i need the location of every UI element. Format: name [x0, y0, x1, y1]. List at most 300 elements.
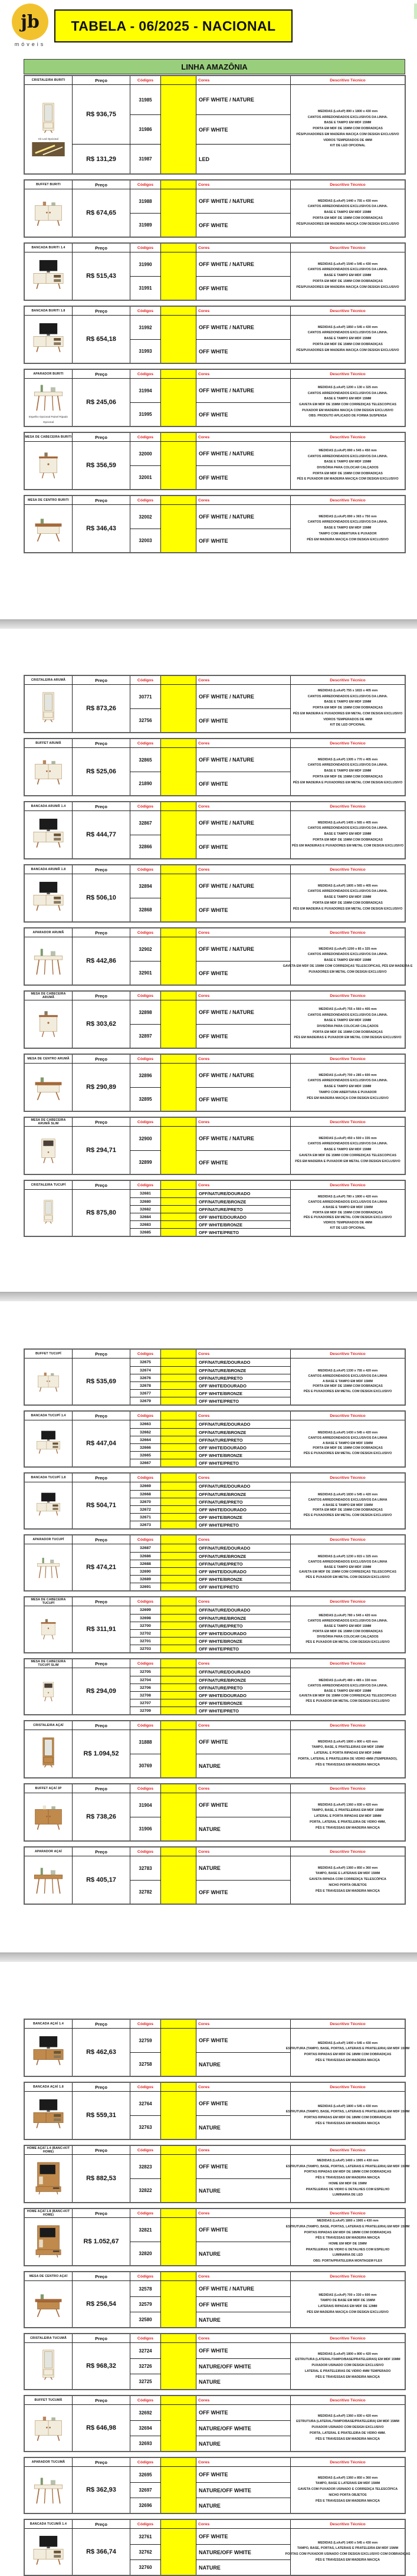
product-thumbnail	[25, 1127, 72, 1174]
description-line: ESTRUTURA (TAMPO, BASE, PORTAS, LATERAIS E PRATELEIRA) EM MDF 15MM	[285, 2164, 410, 2168]
color-swatch-cell	[160, 1064, 196, 1087]
page-separator	[0, 1292, 417, 1301]
product-name: MESA DE CABECEIRA TUCUPÍ SLIM	[31, 1660, 66, 1667]
colors-column-header: Cores	[196, 1118, 290, 1126]
description-line: CANTOS ARREDONDADOS EXCLUSIVOS DA LINHA	[308, 1436, 388, 1440]
product-code: 32579	[130, 2296, 160, 2312]
color-name: OFF WHITE	[196, 529, 290, 552]
color-swatch-cell	[160, 937, 196, 961]
color-name: OFF WHITE/DOURADO	[196, 1381, 290, 1389]
color-name: OFF/NATURE/DOURADO	[196, 1190, 290, 1197]
description-column-header: Descritivo Técnico	[290, 1659, 405, 1668]
color-name: OFF WHITE	[196, 835, 290, 858]
product-block	[24, 864, 406, 923]
color-swatch-cell	[160, 1676, 196, 1684]
swatch-column-header	[160, 1412, 196, 1420]
product-code: 32895	[130, 1087, 160, 1111]
product-name: MESA DE CENTRO AÇAÍ	[29, 2275, 68, 2278]
product-thumbnail	[25, 1482, 72, 1528]
description-line: PÉS E TRAVESSAS EM MADEIRA MACIÇA	[315, 1826, 380, 1830]
product-code: 32690	[130, 1567, 160, 1575]
color-swatch-cell	[160, 189, 196, 213]
product-name: BANCADA AÇAÍ 1.8	[33, 2085, 64, 2089]
description-line: CANTOS ARREDONDADOS EXCLUSIVOS DA LINHA.	[307, 1079, 388, 1083]
color-swatch-cell	[160, 1420, 196, 1428]
description-line: VIDROS TEMPERADOS DE 4MM	[323, 1221, 372, 1225]
product-block	[24, 2019, 410, 2077]
product-thumbnail	[25, 1190, 72, 1236]
description-line: BASE E TAMPO EM MDF 15MM	[324, 1689, 372, 1693]
price-column-header: Preço	[72, 1847, 130, 1856]
color-swatch-cell	[160, 1668, 196, 1676]
colors-column-header: Cores	[196, 928, 290, 937]
product-name: CRISTALEIRA AÇAÍ	[33, 1724, 64, 1727]
product-thumbnail	[25, 2405, 72, 2451]
product-block	[24, 1720, 406, 1778]
description-column-header: Descritivo Técnico	[290, 739, 405, 747]
description-line: MEDIDAS (LxAxP) 890 x 1800 x 430 mm	[317, 109, 378, 113]
technical-description	[290, 1420, 405, 1466]
color-name: OFF WHITE / NATURE	[196, 505, 290, 529]
color-name: OFF WHITE / NATURE	[196, 685, 290, 708]
color-name: OFF/NATURE/BRONZE	[196, 1614, 290, 1622]
technical-description	[290, 442, 405, 489]
product-block	[24, 927, 413, 986]
price-column-header: Preço	[72, 1118, 130, 1126]
color-name: OFF/NATURE/PRETO	[196, 1560, 290, 1567]
page-separator	[0, 619, 417, 629]
product-block-header	[25, 2146, 405, 2155]
price-cell: R$ 936,75	[72, 85, 130, 144]
description-line: PORTA EM MDF DE 15MM COM DOBRADIÇAS	[313, 1446, 383, 1451]
swatch-column-header	[160, 496, 196, 504]
color-swatch-cell	[160, 1513, 196, 1521]
product-block	[24, 179, 406, 238]
color-swatch-cell	[160, 402, 196, 426]
product-block-body	[25, 2092, 410, 2139]
technical-description	[290, 1606, 405, 1652]
colors-column-header: Cores	[196, 2146, 290, 2154]
product-thumbnail	[25, 442, 72, 489]
description-line: DIVISÓRIA PARA COLOCAR CALÇADOS	[317, 1025, 379, 1028]
description-line: GAVETA EM MDF DE 15MM COM CORREDIÇAS TELESCOPICAS	[299, 1694, 396, 1698]
technical-description	[290, 2281, 405, 2327]
description-column-header: Descritivo Técnico	[290, 1784, 405, 1793]
product-name: BUFFET TUCUPÍ	[35, 1352, 61, 1356]
technical-description	[285, 2092, 410, 2139]
technical-description	[290, 2343, 405, 2389]
price-cell: R$ 405,17	[72, 1856, 130, 1904]
color-swatch-cell	[160, 1389, 196, 1397]
product-code: 32759	[130, 2029, 160, 2052]
color-swatch-cell	[160, 1684, 196, 1691]
product-block-body	[25, 1127, 405, 1174]
description-line: PÉS/PUXADORES EM MADEIRA MACIÇA COM DESIGN EXCLUSIVO	[296, 285, 399, 289]
color-swatch-cell	[160, 1699, 196, 1707]
product-block	[24, 75, 406, 175]
product-name: BANCADA TUCUMÃ 1.4	[29, 2522, 67, 2526]
description-column-header: Descritivo Técnico	[290, 1474, 405, 1482]
bancada-furniture-icon	[29, 818, 68, 852]
colors-column-header: Cores	[196, 370, 290, 378]
color-swatch-cell	[160, 2155, 196, 2178]
color-name: OFF WHITE / NATURE	[196, 874, 290, 898]
product-code: 31994	[130, 379, 160, 402]
color-name: OFF/NATURE/BRONZE	[196, 1490, 290, 1498]
swatch-column-header	[160, 2458, 196, 2466]
technical-description	[290, 1544, 405, 1590]
product-block	[24, 2145, 410, 2203]
description-column-header: Descritivo Técnico	[290, 1597, 405, 1606]
product-code: 32899	[130, 1150, 160, 1174]
codes-column-header: Códigos	[130, 802, 160, 810]
product-code: 31987	[130, 144, 160, 173]
technical-description	[283, 937, 413, 985]
product-code: 31992	[130, 316, 160, 339]
color-swatch-cell	[160, 1374, 196, 1381]
technical-description	[290, 1064, 405, 1111]
description-line: PORTA EM MDF DE 15MM COM DOBRADIÇAS	[313, 216, 383, 220]
product-block	[24, 738, 406, 796]
color-swatch-cell	[160, 1443, 196, 1451]
color-name: NATURE	[196, 2559, 290, 2575]
page-1	[0, 0, 417, 619]
brand-logo	[8, 4, 52, 47]
color-swatch-cell	[160, 1205, 196, 1213]
codes-column-header: Códigos	[130, 2209, 160, 2217]
product-code: 32000	[130, 442, 160, 465]
price-column-header: Preço	[72, 2272, 130, 2280]
product-code: 32782	[130, 1880, 160, 1904]
description-line: PORTA EM MDF DE 15MM COM DOBRADIÇAS	[313, 1210, 383, 1215]
product-block-header	[25, 1847, 405, 1856]
description-line: MEDIDAS (LxAxP) 1850 x 545 x 430 mm	[317, 325, 378, 329]
description-line: BASE E TAMPO EM MDF 15MM	[324, 1148, 372, 1152]
description-line: CANTOS ARREDONDADOS EXCLUSIVOS DA LINHA.	[307, 694, 388, 698]
home-furniture-icon	[29, 2161, 68, 2196]
price-column-header: Preço	[72, 865, 130, 874]
description-column-header: Descritivo Técnico	[290, 181, 405, 189]
color-swatch-cell	[160, 1856, 196, 1880]
product-code: 32760	[130, 2559, 160, 2575]
description-line: MEDIDAS (LxAxP) 890 x 365 x 750 mm	[319, 514, 377, 519]
product-thumbnail	[25, 2529, 72, 2575]
product-code: 32676	[130, 1374, 160, 1381]
description-line: PORTAS RIPADAS EM MDF DE 18MM COM DOBRADIÇAS	[304, 2230, 392, 2234]
swatch-column-header	[160, 2020, 196, 2028]
description-line: ESTRUTURA (TAMPO, BASE, PORTAS, LATERAIS E PRATELEIRA) EM MDF 15MM	[285, 2110, 410, 2114]
product-code: 32764	[130, 2092, 160, 2115]
description-column-header: Descritivo Técnico	[290, 1118, 405, 1126]
description-line: CANTOS ARREDONDADOS EXCLUSIVOS DA LINHA.	[307, 454, 388, 458]
technical-description	[290, 252, 405, 300]
product-code: 32822	[130, 2178, 160, 2202]
technical-description	[290, 85, 405, 173]
price-column-header: Preço	[72, 1784, 130, 1793]
color-swatch-cell	[160, 1707, 196, 1714]
description-column-header: Descritivo Técnico	[290, 2272, 405, 2280]
page-4	[0, 1962, 417, 2571]
product-code: 32003	[130, 529, 160, 552]
color-name: OFF WHITE / NATURE	[196, 442, 290, 465]
color-name: OFF WHITE/DOURADO	[196, 1505, 290, 1513]
price-cell: R$ 245,06	[72, 379, 130, 426]
price-cell: R$ 311,91	[72, 1606, 130, 1652]
page-3	[0, 1301, 417, 1952]
product-code: 32678	[130, 1381, 160, 1389]
price-cell: R$ 447,04	[72, 1420, 130, 1466]
description-line: MEDIDAS (LxAxP) 1830 x 545 x 420 mm	[317, 1492, 378, 1497]
description-line: PORTA EM MDF DE 15MM COM DOBRADIÇAS	[313, 838, 383, 842]
product-code: 32709	[130, 1707, 160, 1714]
description-line: A BASE E TAMPO EM MDF 15MM	[322, 1441, 373, 1445]
product-name: BANCADA BURITI 1.4	[31, 246, 65, 250]
product-block	[24, 2333, 406, 2390]
swatch-column-header	[160, 676, 196, 684]
description-column-header: Descritivo Técnico	[290, 433, 405, 441]
home-furniture-icon	[29, 2224, 68, 2259]
product-code: 32683	[130, 1220, 160, 1228]
color-swatch-cell	[160, 2312, 196, 2327]
product-block-body	[25, 1668, 405, 1714]
product-block	[24, 2271, 406, 2328]
description-line: PORTA EM MDF DE 15MM COM DOBRADIÇAS	[313, 1030, 383, 1034]
colors-column-header: Cores	[196, 676, 290, 684]
color-swatch-cell	[160, 2529, 196, 2544]
technical-description	[290, 811, 405, 858]
description-line: PÉS EM MADEIRAS E PUXADOR EM METAL COM DESIGN EXCLUSIVO	[294, 1036, 402, 1040]
product-block-body	[25, 1358, 405, 1405]
colors-column-header: Cores	[196, 1055, 290, 1063]
swatch-column-header	[160, 370, 196, 378]
color-swatch-cell	[160, 2242, 196, 2265]
description-line: PÉS E PUXADORES EM METAL COM DESIGN EXCLUSIVO	[303, 1452, 392, 1456]
masthead	[0, 0, 417, 57]
color-swatch-cell	[160, 1567, 196, 1575]
price-cell: R$ 525,06	[72, 748, 130, 795]
product-block	[24, 1410, 406, 1468]
product-code: 31989	[130, 213, 160, 237]
description-column-header: Descritivo Técnico	[290, 2020, 405, 2028]
product-code: 32697	[130, 2482, 160, 2498]
color-name: NATURE	[196, 1817, 290, 1840]
swatch-column-header	[160, 2334, 196, 2342]
description-column-header: Descritivo Técnico	[290, 244, 405, 252]
product-code: 32705	[130, 1668, 160, 1676]
description-line: TAMPO, BASE E LATERAIS EM MDF 15MM	[315, 1872, 380, 1876]
description-line: MEDIDAS (LxAxP) 1800 x 1905 x 430 mm	[317, 2219, 379, 2223]
product-thumbnail	[25, 1730, 72, 1777]
codes-column-header: Códigos	[130, 928, 160, 937]
color-name: OFF/NATURE/DOURADO	[196, 1544, 290, 1552]
description-line: MEDIDAS (LxAxP) 890 x 545 x 450 mm	[319, 448, 377, 452]
description-line: PÉS/PUXADORES EM MADEIRA MACIÇA COM DESIGN EXCLUSIVO	[296, 348, 399, 352]
product-code: 32669	[130, 1482, 160, 1490]
product-thumbnail	[25, 874, 72, 921]
color-swatch-cell	[160, 1560, 196, 1567]
technical-description	[290, 316, 405, 363]
product-code: 31985	[130, 85, 160, 114]
product-code: 32689	[130, 1575, 160, 1583]
thumbnail-caption: Kit Led Opcional	[38, 137, 58, 140]
color-name: OFF WHITE / NATURE	[196, 1127, 290, 1150]
color-name: OFF WHITE	[196, 2029, 290, 2052]
colors-column-header: Cores	[196, 802, 290, 810]
product-name: MESA DE CABECEIRA ARUMÃ SLIM	[31, 1118, 66, 1125]
product-code: 32701	[130, 1637, 160, 1645]
description-line: PÉS EM MADEIRA MACIÇA COM DESIGN EXCLUSIVO	[307, 537, 389, 542]
product-thumbnail	[25, 1793, 72, 1840]
description-line: PÉS EM MADEIRA E PUXADORES EM METAL COM DESIGN EXCLUSIVO	[293, 711, 403, 716]
color-name: NATURE	[196, 2436, 290, 2451]
color-name: OFF WHITE/PRETO	[196, 1707, 290, 1714]
description-line: HOME EM MDF DE 15MM	[329, 2242, 367, 2246]
color-swatch-cell	[160, 1428, 196, 1436]
color-swatch-cell	[160, 2467, 196, 2482]
color-swatch-cell	[160, 2218, 196, 2242]
description-line: TAMPO, BASE, E PRATELEIRAS EM MDF 15MM	[311, 1745, 384, 1750]
color-swatch-cell	[160, 1691, 196, 1699]
product-code: 32724	[130, 2343, 160, 2358]
description-line: LATERAL E PRATELEIRAS DE VIDRO 4MM TEMPERADO	[304, 2369, 391, 2373]
color-name: OFF WHITE / NATURE	[196, 748, 290, 772]
description-line: ESTRUTURA (TAMPO, BASE, PORTAS, LATERAIS E PRATELEIRA) EM MDF 15MM	[285, 2224, 410, 2229]
product-block-header	[25, 2396, 405, 2405]
product-block-header	[25, 2020, 405, 2029]
color-name: OFF WHITE/BRONZE	[196, 1575, 290, 1583]
color-name: NATURE	[196, 2498, 290, 2513]
colors-column-header: Cores	[196, 992, 290, 1000]
description-line: LUMINARIA DE LED	[332, 2253, 363, 2257]
description-line: CANTOS ARREDONDADOS EXCLUSIVOS DA LINHA.	[307, 1684, 388, 1688]
color-name: OFF WHITE	[196, 213, 290, 237]
price-cell: R$ 882,53	[72, 2155, 130, 2202]
product-block-body	[25, 2343, 405, 2389]
aparador-furniture-icon	[29, 380, 68, 414]
description-column-header: Descritivo Técnico	[290, 1181, 405, 1189]
product-code: 21890	[130, 772, 160, 795]
cristaleira-furniture-icon	[29, 1737, 68, 1771]
price-cell: R$ 875,80	[72, 1190, 130, 1236]
product-code: 32707	[130, 1699, 160, 1707]
scrollbar-thumb[interactable]	[414, 4, 417, 19]
color-name: OFF WHITE/DOURADO	[196, 1213, 290, 1220]
product-block-body	[25, 252, 405, 300]
product-code: 32900	[130, 1127, 160, 1150]
product-block-body	[25, 2029, 410, 2076]
product-code: 32820	[130, 2242, 160, 2265]
price-column-header: Preço	[72, 2209, 130, 2217]
color-swatch-cell	[160, 2482, 196, 2498]
product-code: 31888	[130, 1730, 160, 1754]
color-name: OFF WHITE	[196, 961, 290, 985]
product-code: 32680	[130, 1197, 160, 1205]
description-line: NICHO PORTA OBJETOS	[329, 2493, 367, 2497]
color-swatch-cell	[160, 1150, 196, 1174]
color-name: OFF WHITE	[196, 1024, 290, 1048]
product-block	[24, 495, 406, 553]
product-code: 31986	[130, 114, 160, 144]
colors-column-header: Cores	[196, 76, 290, 84]
description-line: PÉS E PUXADOR EM METAL COM DESIGN EXCLUSIVO	[306, 1699, 390, 1704]
color-swatch-cell	[160, 1358, 196, 1366]
color-swatch-cell	[160, 2374, 196, 2389]
description-line: MEDIDAS (LxAxP) 1400 x 1905 x 430 mm	[317, 2158, 379, 2162]
colors-column-header: Cores	[196, 2520, 290, 2528]
description-line: DIVISÓRIA PARA COLOCAR CALÇADOS	[317, 1635, 379, 1639]
price-column-header: Preço	[72, 2020, 130, 2028]
price-cell: R$ 462,63	[72, 2029, 130, 2076]
color-swatch-cell	[160, 1087, 196, 1111]
product-block-body	[25, 1000, 405, 1048]
product-block-body	[25, 1064, 405, 1111]
technical-description	[285, 2529, 411, 2575]
logo-initials: jb	[21, 11, 40, 32]
color-name: OFF WHITE	[196, 772, 290, 795]
description-line: GAVETA EM MDF DE 15MM COM CORREDIÇAS TELESCOPICAS	[299, 1570, 396, 1574]
product-thumbnail	[25, 1856, 72, 1904]
swatch-column-header	[160, 76, 196, 84]
description-line: GAVETA EM MDF DE 15MM COM CORREDIÇAS TELESCOPICAS	[299, 1153, 396, 1157]
bancada-furniture-icon	[33, 1492, 64, 1519]
swatch-column-header	[160, 1118, 196, 1126]
description-line: BASE E TAMPO EM MDF 15MM	[324, 526, 372, 530]
color-name: OFF/NATURE/PRETO	[196, 1684, 290, 1691]
product-block-body	[25, 505, 405, 552]
description-line: PÉS E TRAVESSAS EM MADEIRA MACIÇA	[315, 1889, 380, 1893]
bancada-furniture-icon	[29, 2535, 68, 2569]
color-swatch-cell	[160, 1754, 196, 1777]
product-code: 32703	[130, 1645, 160, 1652]
product-thumbnail	[25, 2343, 72, 2389]
codes-column-header: Códigos	[130, 1181, 160, 1189]
product-code: 32696	[130, 2498, 160, 2513]
description-line: MEDIDAS (LxAxP) 1360 x 850 x 360 mm	[317, 1866, 378, 1870]
color-name: OFF WHITE	[196, 2529, 290, 2544]
color-name: OFF WHITE/DOURADO	[196, 1691, 290, 1699]
color-name: OFF WHITE/BRONZE	[196, 1451, 290, 1459]
swatch-column-header	[160, 2520, 196, 2528]
color-swatch-cell	[160, 2296, 196, 2312]
color-swatch-cell	[160, 1730, 196, 1754]
description-line: TAMPO, BASE E LATERAIS EM MDF 15MM	[315, 2482, 380, 2486]
product-code: 32758	[130, 2052, 160, 2076]
description-column-header: Descritivo Técnico	[290, 370, 405, 378]
product-block	[24, 1658, 406, 1715]
price-column-header: Preço	[72, 2520, 130, 2528]
cabeceira-furniture-icon	[29, 1007, 68, 1041]
codes-column-header: Códigos	[130, 1535, 160, 1544]
product-code: 32698	[130, 1614, 160, 1622]
color-name: OFF WHITE	[196, 276, 290, 300]
color-swatch-cell	[160, 874, 196, 898]
codes-column-header: Códigos	[130, 1118, 160, 1126]
color-name: OFF/NATURE/DOURADO	[196, 1358, 290, 1366]
codes-column-header: Códigos	[130, 1597, 160, 1606]
description-line: PUXADOR USINADO COM DESIGN EXCLUSIVO	[311, 2364, 384, 2368]
product-block-header	[25, 2334, 405, 2343]
product-code: 32699	[130, 1606, 160, 1614]
description-line: CANTOS ARREDONDADOS EXCLUSIVOS DA LINHA	[308, 1374, 388, 1378]
color-swatch-cell	[160, 1197, 196, 1205]
product-name: CRISTALEIRA TUCUPÍ	[31, 1183, 66, 1187]
description-line: BASE E TAMPO EM MDF 15MM	[324, 895, 372, 900]
color-name: NATURE/OFF WHITE	[196, 2544, 290, 2559]
description-line: MEDIDAS (LxAxP) 1440 x 755 x 430 mm	[317, 199, 378, 203]
description-column-header: Descritivo Técnico	[290, 1847, 405, 1856]
technical-description	[285, 2218, 410, 2265]
product-name: CRISTALEIRA ARUMÃ	[31, 678, 66, 682]
